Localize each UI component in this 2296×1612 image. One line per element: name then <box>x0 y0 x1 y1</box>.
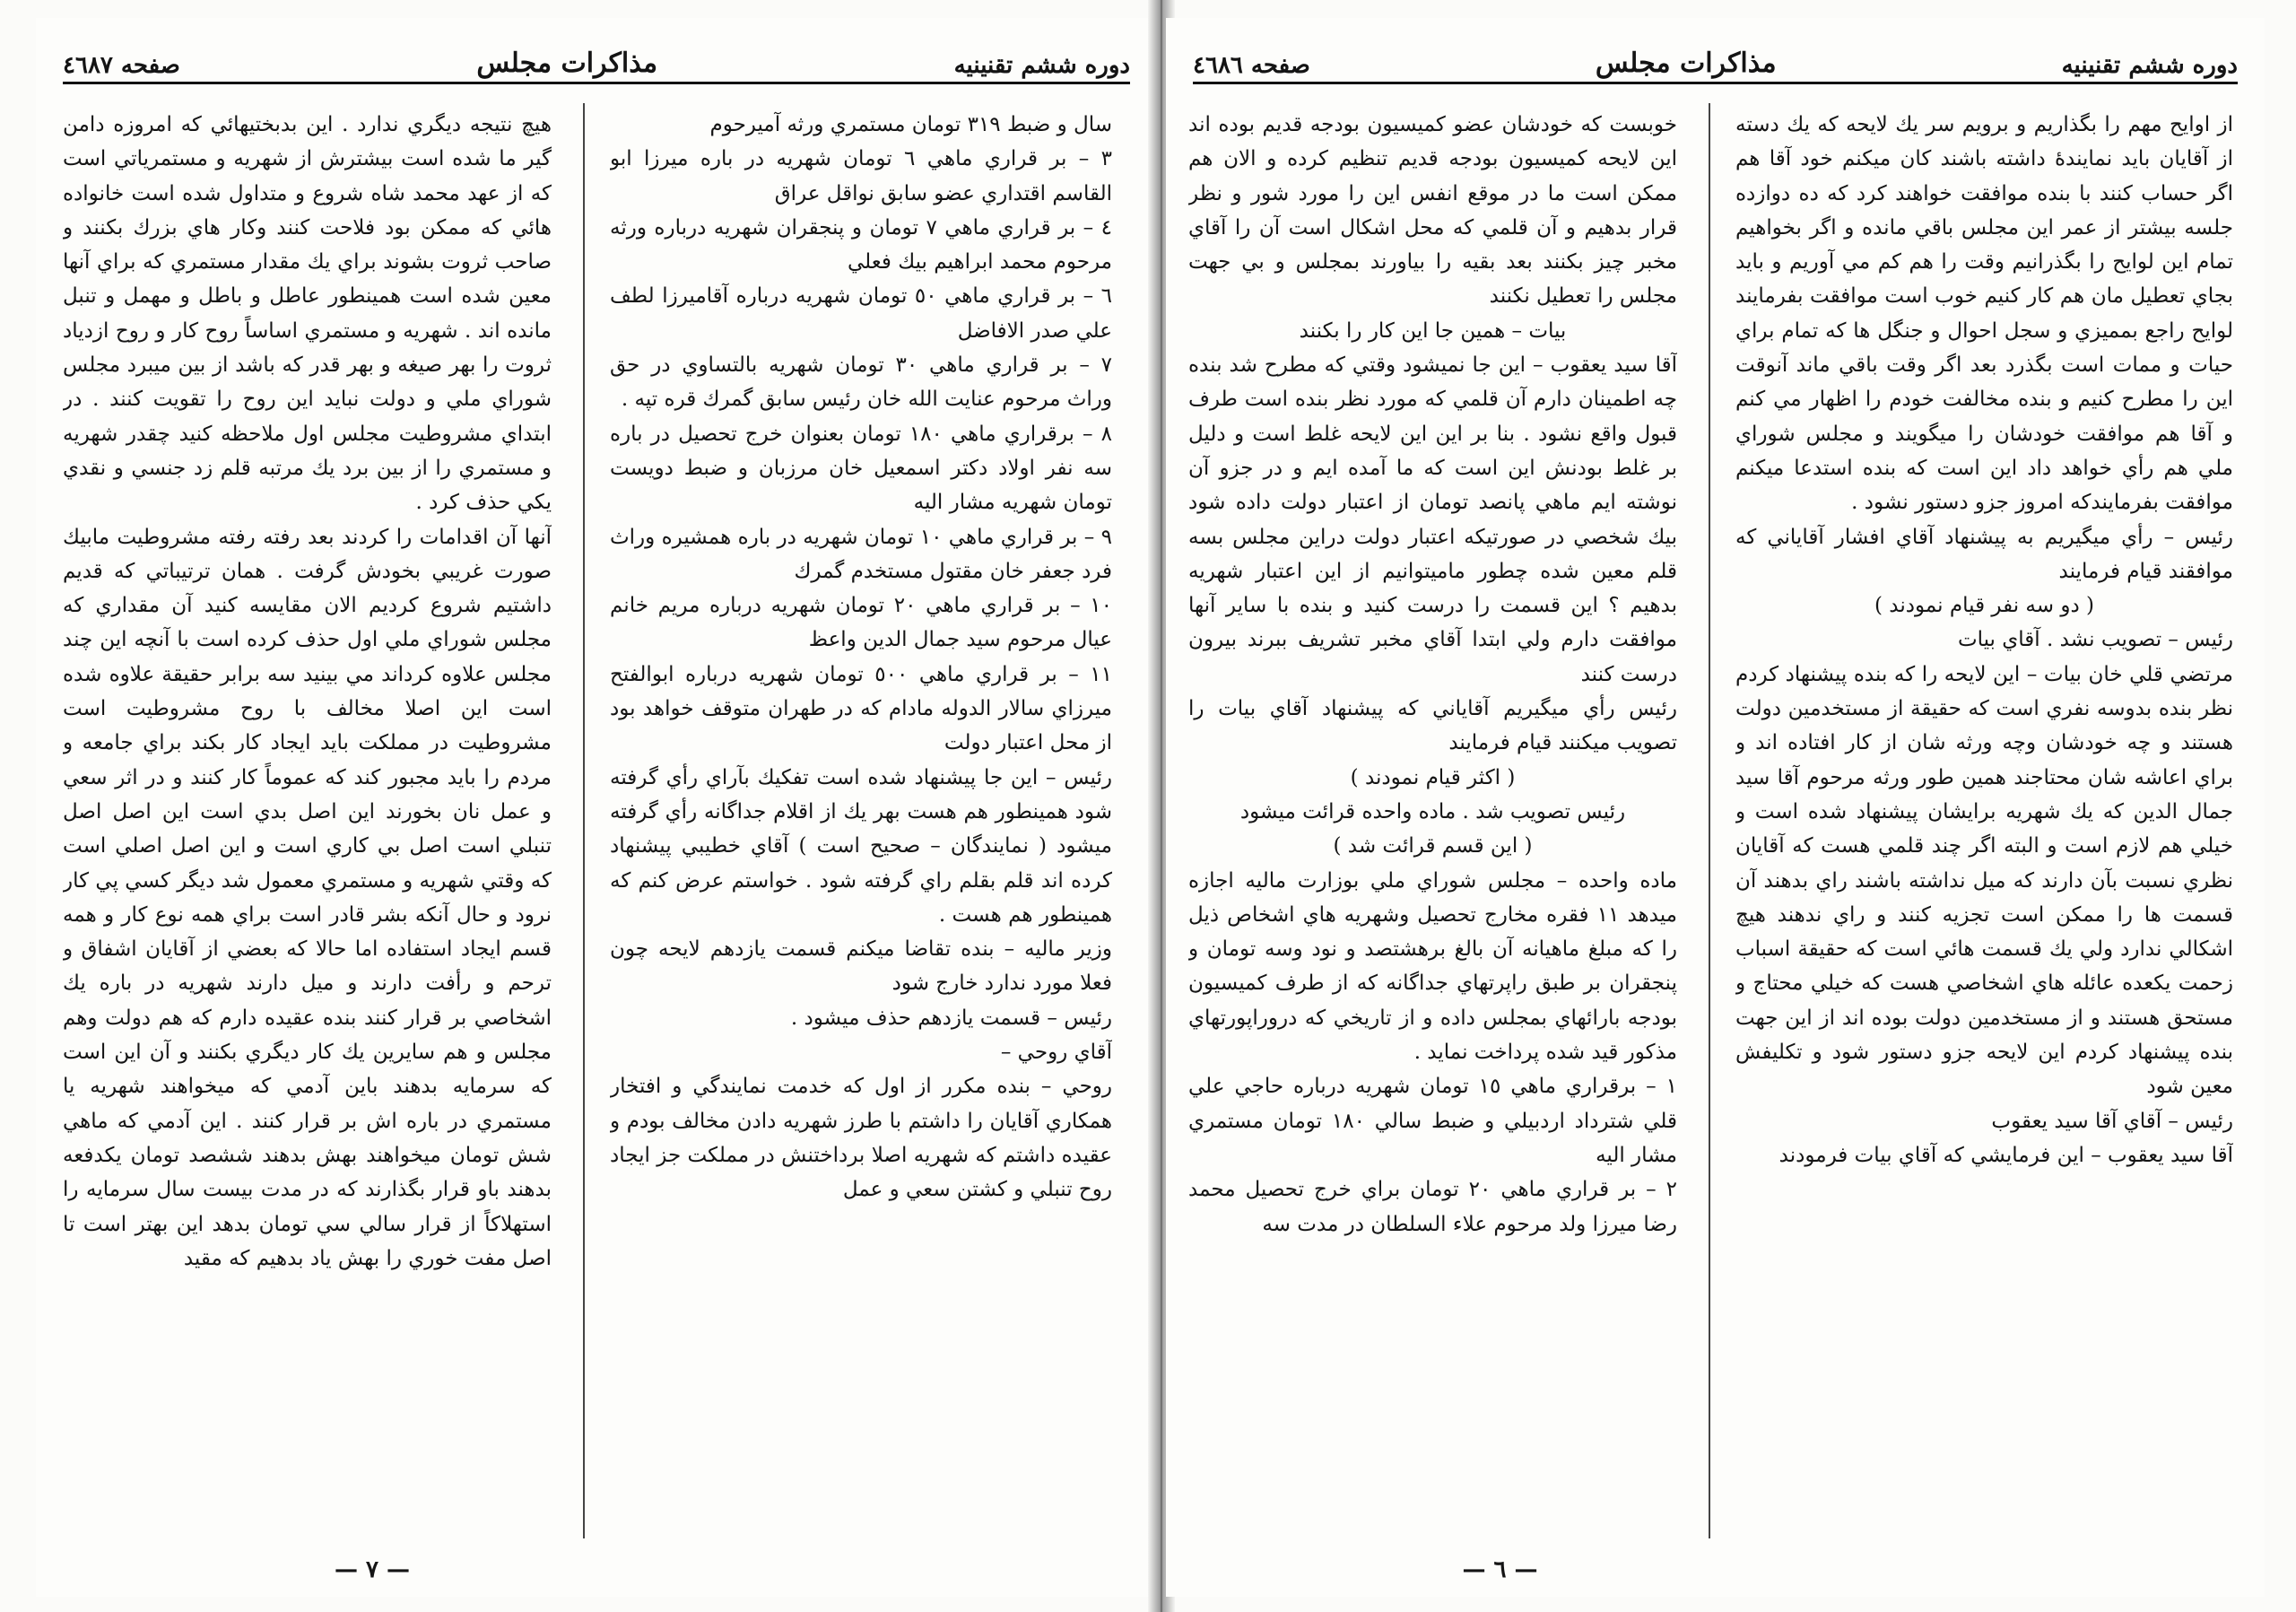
paragraph: وزير ماليه – بنده تقاضا ميكنم قسمت يازدهم لايحه چون فعلا مورد ندارد خارج شود <box>610 937 1112 996</box>
paragraph: ٣ – بر قراري ماهي ٦ تومان شهريه در باره ميرزا ابو القاسم اقتداري عضو سابق نواقل عراق <box>610 147 1112 205</box>
session-label: دوره ششم تقنينيه <box>2061 52 2238 79</box>
paragraph: ١٠ – بر قراري ماهي ٢٠ تومان شهريه درباره مريم خانم عيال مرحوم سيد جمال الدين واعظ <box>610 594 1112 652</box>
paragraph: رئيس – قسمت يازدهم حذف ميشود . <box>790 1006 1112 1030</box>
session-label: دوره ششم تقنينيه <box>953 52 1130 79</box>
paragraph: ٧ – بر قراري ماهي ٣٠ تومان شهريه بالتساوي در حق وراث مرحوم عنايت الله خان رئيس سابق گمرك قره تپه . <box>610 353 1112 412</box>
paragraph: رئيس تصويب شد . ماده واحده قرائت ميشود <box>1239 799 1626 823</box>
header-rule <box>63 82 1130 84</box>
paragraph: هيچ نتيجه ديگري ندارد . اين بدبختيهائي كه امروزه دامن گير ما شده است بيشترش از شهريه و مستمرياتي است كه از عهد محمد شاه شروع و متداول شده است خانواده هائي كه ممكن بود فلاحت كنند وكار هاي بزرك بكنند و صاحب ثروت بشوند براي يك مقدار مستمري كه براي آنها معين شده است همينطور عاطل و باطل و مهمل و تنبل مانده اند . شهريه و مستمري اساساً روح كار و روح ازدياد ثروت را بهر صيغه و بهر قدر كه باشد از بين ميبرد مجلس شوراي ملي و دولت نبايد اين روح را تقويت كنند . در ابتداي مشروطيت مجلس اول ملاحظه كنيد چقدر شهريه و مستمري را از بين برد يك مرتبه قلم زد جنسي و نقدي يكي حذف كرد . <box>63 113 552 515</box>
paragraph: رئيس – تصويب نشد . آقاي بيات <box>1957 628 2233 652</box>
right-page-header <box>1193 34 2238 79</box>
right-page <box>1166 18 2265 1597</box>
left-page-left-column <box>63 108 552 1543</box>
page-title: مذاكرات مجلس <box>476 48 658 79</box>
page-footer-number: — ٧ — <box>334 1556 411 1583</box>
page-number-label: صفحه ٤٦٨٦ <box>1193 52 1310 79</box>
paragraph: ٤ – بر قراري ماهي ٧ تومان و پنجقران شهريه درباره ورثه مرحوم محمد ابراهيم بيك فعلي <box>610 215 1112 274</box>
paragraph: رئيس – رأي ميگيريم به پيشنهاد آقاي افشار آقاياني كه موافقند قيام فرمايند <box>1735 525 2233 583</box>
paragraph: رئيس رأي ميگيريم آقاياني كه پيشنهاد آقاي بيات را تصويب ميكنند قيام فرمايند <box>1188 697 1677 755</box>
page-footer-number: — ٦ — <box>1462 1556 1538 1583</box>
paragraph: بيات – همين جا اين كار را بكنند <box>1299 318 1567 343</box>
paragraph: رئيس – اين جا پيشنهاد شده است تفكيك بآراي رأي گرفته شود همينطور هم هست بهر يك از اقلام جداگانه رأي گرفته ميشود ( نمايندگان – صحيح است ) آقاي خطيبي پيشنهاد كرده اند قلم بقلم راي گرفته شود . خواستم عرض كنم كه همينطور هم هست . <box>610 765 1112 927</box>
left-page <box>36 18 1157 1597</box>
right-page-right-column <box>1735 108 2233 1543</box>
paragraph: آنها آن اقدامات را كردند بعد رفته رفته مشروطيت مابيك صورت غريبي بخودش گرفت . همان ترتيباتي كه قديم داشتيم شروع كرديم الان مقايسه كنيد آن مقداري كه مجلس شوراي ملي اول حذف كرده است با آنچه اين چند مجلس علاوه كرداند مي بينيد سه برابر حقيقة علاوه شده است اين اصلا مخالف با روح مشروطيت است مشروطيت در مملكت بايد ايجاد كار بكند براي جامعه و مردم را بايد مجبور كند كه عموماً كار كنند و در اثر سعي و عمل نان بخورند اين اصل بدي است اين اصل اصل تنبلي است اصل بي كاري است و اين اصل اصلي است كه وقتي شهريه و مستمري معمول شد ديگر كسي پي كار نرود و حال آنكه بشر قادر است براي همه نوع كار و همه قسم ايجاد استفاده اما حالا كه بعضي از آقايان اشفاق و ترحم و رأفت دارند و ميل دارند شهريه در باره يك اشخاصي بر قرار كنند بنده عقيده دارم كه هم دولت وهم مجلس و هم سايرين يك كار ديگري بكنند و آن اين است كه سرمايه بدهند باين آدمي كه ميخواهند شهريه يا مستمري در باره اش بر قرار كنند . اين آدمي كه ماهي شش تومان ميخواهند بهش بدهند ششصد تومان يكدفعه بدهند باو قرار بگذارند كه در مدت بيست سال سرمايه را استهلاكاً از قرار سالي سي تومان بدهد اين بهتر است تا اصل مفت خوري را بهش ياد بدهيم كه مقيد <box>63 525 552 1270</box>
paragraph: ٨ – برقراري ماهي ١٨٠ تومان بعنوان خرج تحصيل در باره سه نفر اولاد دكتر اسمعيل خان مرزبان و ضبط دويست تومان شهريه مشار اليه <box>610 422 1112 515</box>
paragraph: از اوايح مهم را بگذاريم و برويم سر يك لايحه كه يك دسته از آقايان بايد نمايندهٔ داشته باشند كان ميكنم خود آقا هم اگر حساب كنند با بنده موافقت خواهند كرد كه ده دوازده جلسه بيشتر از عمر اين مجلس باقي مانده و اگر بخواهيم تمام اين لوايح را بگذرانيم وقت را هم كم مي آوريم و بايد بجاي تعطيل مان هم كار كنيم خوب است موافقت بفرمايند لوايح راجع بمميزي و سجل احوال و جنگل ها كه تمام براي حيات و ممات است بگذرد بعد اگر وقت باقي ماند آنوقت اين را مطرح كنيم و بنده مخالفت خودم را اظهار مي كنم و آقا هم موافقت خودشان را ميگويند و مجلس شوراي ملي هم رأي خواهد داد اين است كه بنده استدعا ميكنم موافقت بفرمايندكه امروز جزو دستور نشود . <box>1735 113 2233 515</box>
column-divider <box>1709 103 1710 1538</box>
paragraph: ٩ – بر قراري ماهي ١٠ تومان شهريه در باره همشيره وراث فرد جعفر خان مقتول مستخدم گمرك <box>610 525 1112 583</box>
left-page-right-column <box>610 108 1112 1543</box>
paragraph: ( اكثر قيام نمودند ) <box>1350 765 1516 789</box>
paragraph: مرتضي قلي خان بيات – اين لايحه را كه بنده پيشنهاد كردم نظر بنده بدوسه نفري است كه حقيقة از مستخدمين دولت هستند و چه خودشان وچه ورثه شان از كار افتاده اند و براي اعاشه شان محتاجند همين طور ورثه مرحوم آقا سيد جمال الدين كه يك شهريه برايشان پيشنهاد شده است و خيلي هم لازم است و البته اگر چند قلمي هست كه آقايان نظري نسبت بآن دارند كه ميل نداشته باشند راي بدهند آن قسمت ها را ممكن است تجزيه كنند و راي ندهند هيچ اشكالي ندارد ولي يك قسمت هائي است كه حقيقة اسباب زحمت يكعده عائله هاي اشخاصي هست كه خيلي محتاج و مستحق هستند و از مستخدمين دولت بوده اند از اين جهت بنده پيشنهاد كردم اين لايحه جزو دستور شود و تكليفش معين شود <box>1735 662 2233 1099</box>
paragraph: ( اين قسم قرائت شد ) <box>1333 834 1533 858</box>
paragraph: آقا سيد يعقوب – اين جا نميشود وقتي كه مطرح شد بنده چه اطمينان دارم آن قلمي كه مورد نظر بنده است طرف قبول واقع نشود . بنا بر اين اين لايحه غلط است و دليل بر غلط بودنش اين است كه ما آمده ايم و در جزو آن نوشته ايم ماهي پانصد تومان از اعتبار دولت داده شود بيك شخصي در صورتيكه اعتبار دولت دراين مجلس بسه قلم معين شده چطور ماميتوانيم از اين اعتبار شهريه بدهيم ؟ اين قسمت را درست كنيد و بنده با ساير آنها موافقت دارم ولي ابتدا آقاي مخبر تشريف ببرند بيرون درست كنند <box>1188 353 1677 686</box>
paragraph: ماده واحده – مجلس شوراي ملي بوزارت ماليه اجازه ميدهد ١١ فقره مخارج تحصيل وشهريه هاي اشخاص ذيل را كه مبلغ ماهيانه آن بالغ برهشتصد و نود وسه تومان و پنجقران بر طبق راپرتهاي جداگانه كه از طرف كميسيون بودجه بارائهاي بمجلس داده و از تاريخي كه دروراپورتهاي مذكور قيد شده پرداخت نمايد . <box>1188 868 1677 1065</box>
right-page-left-column <box>1188 108 1677 1543</box>
paragraph: آقا سيد يعقوب – اين فرمايشي كه آقاي بيات فرمودند <box>1779 1143 2233 1167</box>
page-title: مذاكرات مجلس <box>1595 48 1777 79</box>
column-divider <box>583 103 585 1538</box>
paragraph: روحي – بنده مكرر از اول كه خدمت نمايندگي و افتخار همكاري آقايان را داشتم با طرز شهريه دادن مخالف بودم و عقيده داشتم كه شهريه اصلا برداختنش در مملكت جز ايجاد روح تنبلي و كشتن سعي و عمل <box>610 1075 1112 1202</box>
paragraph: ٢ – بر قراري ماهي ٢٠ تومان براي خرج تحصيل محمد رضا ميرزا ولد مرحوم علاء السلطان در مدت سه <box>1188 1178 1677 1236</box>
paragraph: رئيس – آقاي آقا سيد يعقوب <box>1991 1109 2233 1133</box>
header-rule <box>1193 82 2238 84</box>
paragraph: سال و ضبط ٣١٩ تومان مستمري ورثه آميرحوم <box>709 113 1112 136</box>
paragraph: ١١ – بر قراري ماهي ٥٠٠ تومان شهريه درباره ابوالفتح ميرزاي سالار الدوله مادام كه در طهران متوقف خواهد بود از محل اعتبار دولت <box>610 662 1112 755</box>
paragraph: خوبست كه خودشان عضو كميسيون بودجه قديم بوده اند اين لايحه كميسيون بودجه قديم تنظيم كرده و الان هم ممكن است ما در موقع انفس اين را مورد شور و نظر قرار بدهيم و آن قلمي كه محل اشكال است آن را آقاي مخبر چيز بكنند بعد بقيه را بياورند بمجلس و بي جهت مجلس را تعطيل نكنند <box>1188 113 1677 309</box>
paragraph: آقاي روحي – <box>1000 1041 1112 1065</box>
paragraph: ١ – برقراري ماهي ١٥ تومان شهريه درباره حاجي علي قلي شترداد اردبيلي و ضبط سالي ١٨٠ تومان مستمري مشار اليه <box>1188 1075 1677 1167</box>
page-number-label: صفحه ٤٦٨٧ <box>63 52 180 79</box>
left-page-header <box>63 34 1130 79</box>
paragraph: ٦ – بر قراري ماهي ٥٠ تومان شهريه درباره آقاميرزا لطف علي صدر الافاضل <box>610 284 1112 343</box>
paragraph: ( دو سه نفر قيام نمودند ) <box>1874 594 2094 618</box>
